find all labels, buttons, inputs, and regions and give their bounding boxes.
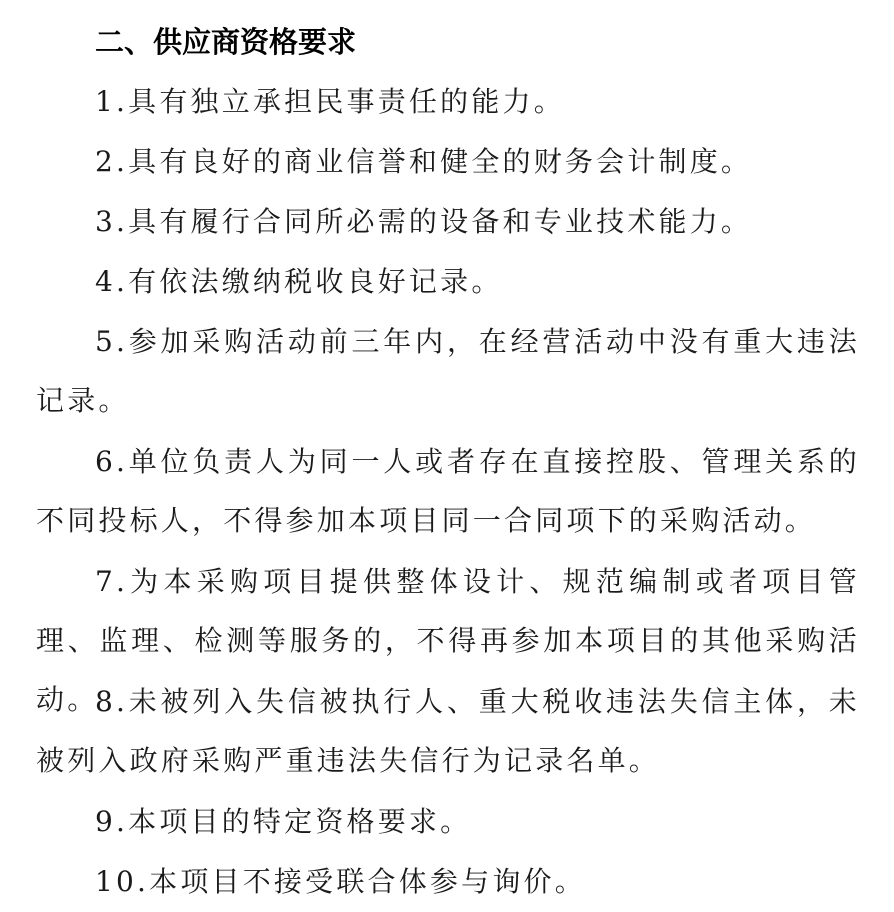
requirement-item-2: 2.具有良好的商业信誉和健全的财务会计制度。 [95, 145, 753, 178]
section-heading: 二、供应商资格要求 [95, 25, 357, 59]
requirement-item-9: 9.本项目的特定资格要求。 [95, 805, 472, 838]
requirement-item-8: 8.未被列入失信被执行人、重大税收违法失信主体，未被列入政府采购严重违法失信行为记录名单。 [36, 685, 860, 777]
requirement-item-10: 10.本项目不接受联合体参与询价。 [95, 865, 586, 898]
requirement-item-6: 6.单位负责人为同一人或者存在直接控股、管理关系的不同投标人，不得参加本项目同一合同项下的采购活动。 [36, 445, 860, 537]
requirement-item-3: 3.具有履行合同所必需的设备和专业技术能力。 [95, 205, 753, 238]
requirement-item-5: 5.参加采购活动前三年内，在经营活动中没有重大违法记录。 [36, 325, 860, 417]
requirement-item-1: 1.具有独立承担民事责任的能力。 [95, 85, 565, 118]
requirement-item-4: 4.有依法缴纳税收良好记录。 [95, 265, 503, 298]
requirement-item-7: 7.为本采购项目提供整体设计、规范编制或者项目管理、监理、检测等服务的，不得再参加本项目的其他采购活动。 [36, 565, 860, 716]
